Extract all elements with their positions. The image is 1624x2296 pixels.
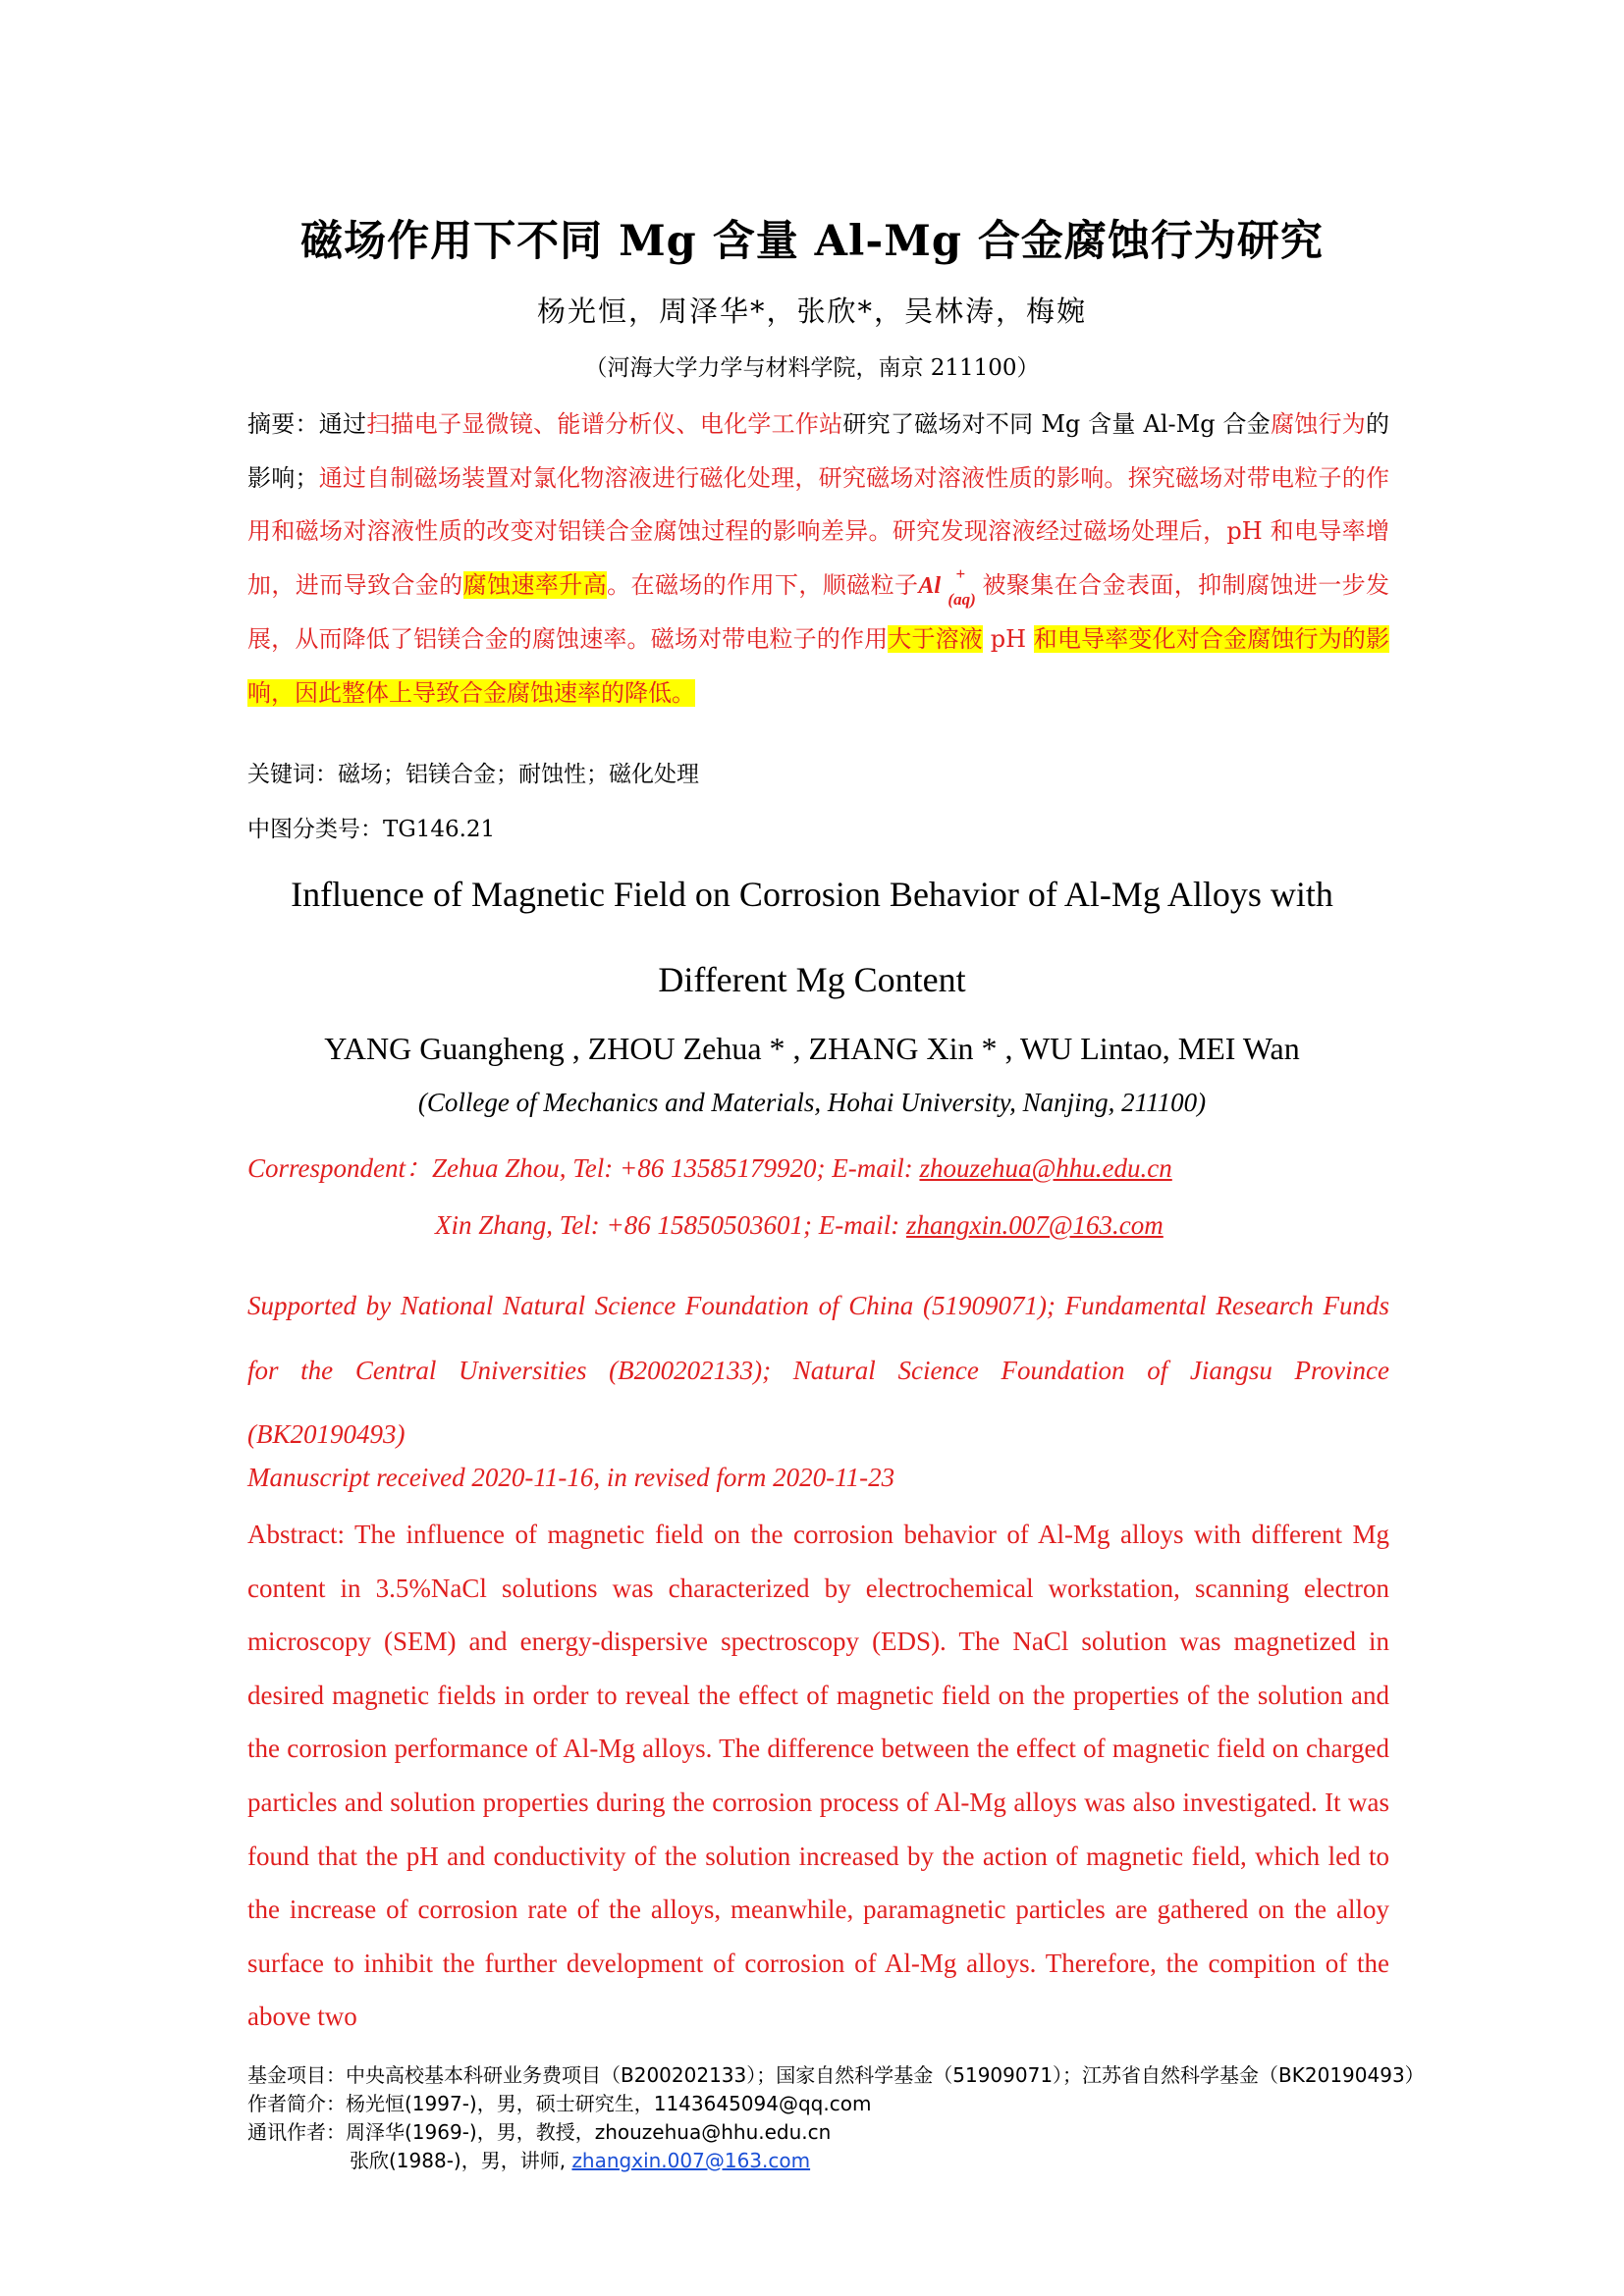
- manuscript-dates: Manuscript received 2020-11-16, in revised form 2020-11-23: [247, 1463, 895, 1492]
- abstract-span: pH: [982, 625, 1034, 654]
- highlighted-span: 腐蚀速率升高: [462, 570, 608, 599]
- footnote-correspondent: [247, 2147, 1425, 2175]
- abstract-label: 摘要：通过: [247, 410, 367, 438]
- footnote-fund: 基金项目：中央高校基本科研业务费项目（B200202133）；国家自然科学基金（51909071）；江苏省自然科学基金（BK20190493）: [247, 2063, 1425, 2087]
- al-ion-formula: [918, 560, 982, 614]
- correspondent-line: [247, 1147, 1172, 1185]
- chinese-affiliation: （河海大学力学与材料学院，南京 211100）: [584, 355, 1040, 381]
- footnote-correspondent: 通讯作者：周泽华(1969-)，男，教授，zhouzehua@hhu.edu.cn: [247, 2120, 832, 2144]
- abstract-span: 研究了磁场对不同 Mg 含量 Al-Mg 合金: [842, 410, 1271, 438]
- footnote-text: 张欣(1988-)，男，讲师,: [350, 2149, 572, 2172]
- classification-number: 中图分类号：TG146.21: [247, 817, 496, 842]
- footnote-author: 作者简介：杨光恒(1997-)，男，硕士研究生，1143645094@qq.com: [247, 2092, 872, 2115]
- footnotes: [247, 2061, 1425, 2175]
- abstract-span: 通过自制磁场装置对氯化物溶液进行磁化处理，研究磁场对溶液性质的影响。探究磁场对带电粒子的作用和磁场对溶液性质的改变对铝镁合金腐蚀过程的影响差异。研究发现溶液经过磁场处理后，pH 和电导率增加，进而导致合金的: [247, 463, 1389, 599]
- chinese-abstract: [247, 398, 1389, 721]
- email-link[interactable]: zhangxin.007@163.com: [905, 1210, 1164, 1240]
- chinese-authors: 杨光恒，周泽华*，张欣*，吴林涛，梅婉: [536, 294, 1087, 328]
- abstract-span: 。在磁场的作用下，顺磁粒子: [607, 570, 919, 599]
- abstract-span: 的影响；: [247, 410, 1390, 492]
- highlighted-span: 大于溶液: [888, 625, 983, 654]
- correspondent-text: Xin Zhang, Tel: +86 15850503601; E-mail:: [435, 1210, 906, 1240]
- abstract-span: 被聚集在合金表面，抑制腐蚀进一步发展，从而降低了铝镁合金的腐蚀速率。磁场对带电粒子的作用: [247, 570, 1390, 654]
- highlighted-span: 和电导率变化对合金腐蚀行为的影响，因此整体上导致合金腐蚀速率的降低。: [247, 625, 1390, 707]
- email-link[interactable]: zhouzehua@hhu.edu.cn: [919, 1153, 1172, 1183]
- correspondent-text: Correspondent：Zehua Zhou, Tel: +86 13585179920; E-mail:: [247, 1153, 920, 1183]
- funding-support: Supported by National Natural Science Foundation of China (51909071); Fundamental Research Funds for the Central Universities (B200202133); Natural Science Foundation of Jiangsu Province (BK20190493): [247, 1291, 1389, 1449]
- al-ion-state: (aq): [947, 589, 976, 609]
- english-abstract: Abstract: The influence of magnetic field on the corrosion behavior of Al-Mg alloys with different Mg content in 3.5%NaCl solutions was characterized by electrochemical workstation, scanning electron microscopy (SEM) and energy-dispersive spectroscopy (EDS). The NaCl solution was magnetized in desired magnetic fields in order to reveal the effect of magnetic field on the properties of the solution and the corrosion performance of Al-Mg alloys. The difference between the effect of magnetic field on charged particles and solution properties during the corrosion process of Al-Mg alloys was also investigated. It was found that the pH and conductivity of the solution increased by the action of magnetic field, which led to the increase of corrosion rate of the alloys, meanwhile, paramagnetic particles are gathered on the alloy surface to inhibit the further development of corrosion of Al-Mg alloys. Therefore, the compition of the above two: [247, 1520, 1389, 2032]
- english-affiliation: (College of Mechanics and Materials, Hohai University, Nanjing, 211100): [417, 1088, 1207, 1117]
- correspondent-line: [435, 1210, 1164, 1241]
- al-ion-charge: +: [955, 563, 966, 583]
- abstract-span: 腐蚀行为: [1270, 410, 1367, 438]
- footnote-email-link[interactable]: zhangxin.007@163.com: [571, 2149, 811, 2172]
- al-ion-base: Al: [918, 572, 942, 599]
- english-authors: YANG Guangheng , ZHOU Zehua * , ZHANG Xin * , WU Lintao, MEI Wan: [324, 1031, 1300, 1066]
- chinese-keywords: 关键词：磁场；铝镁合金；耐蚀性；磁化处理: [247, 762, 699, 787]
- chinese-title: 磁场作用下不同 Mg 含量 Al-Mg 合金腐蚀行为研究: [300, 217, 1324, 266]
- abstract-span: 扫描电子显微镜、能谱分析仪、电化学工作站: [366, 410, 843, 438]
- english-title-line2: Different Mg Content: [658, 960, 966, 999]
- english-title-line1: Influence of Magnetic Field on Corrosion Behavior of Al-Mg Alloys with: [291, 875, 1333, 914]
